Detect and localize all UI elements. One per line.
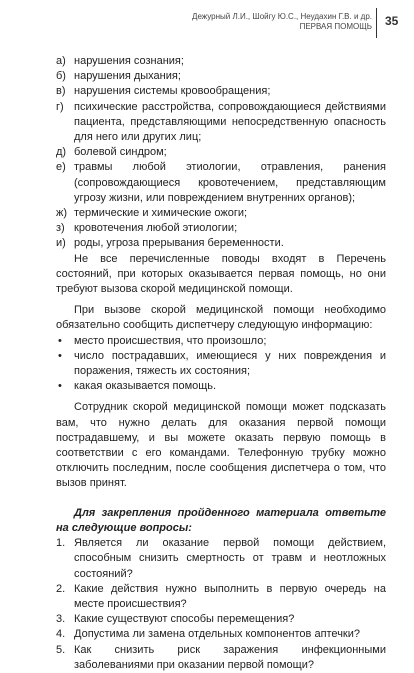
- list-item: [56, 379, 386, 394]
- bullet: •: [58, 349, 62, 362]
- page-number: 35: [385, 14, 399, 28]
- header-authors: Дежурный Л.И., Шойгу Ю.С., Неудахин Г.В. и др.: [192, 12, 372, 21]
- paragraph: При вызове скорой медицинской помощи необходимо обязательно сообщить диспетчеру следующую информацию:: [56, 304, 386, 332]
- page-body: [56, 54, 386, 673]
- list-marker: ж): [56, 207, 68, 220]
- list-item: [56, 145, 386, 160]
- list-item: [56, 221, 386, 236]
- info-list: [56, 334, 386, 395]
- list-marker: г): [56, 100, 64, 113]
- list-item-text: Как снизить риск заражения инфекционными заболеваниями при оказании первой помощи?: [74, 643, 386, 671]
- list-item-text: травмы любой этиологии, отравления, ранения (сопровождающиеся кровотечением, представляющим угрозу жизни, или повреждением внутренних органов);: [74, 161, 386, 204]
- paragraph: Не все перечисленные поводы входят в Перечень состояний, при которых оказывается первая помощь, но они требуют вызова скорой медицинской помощи.: [56, 252, 386, 296]
- list-item-text: Допустима ли замена отдельных компонентов аптечки?: [74, 628, 360, 641]
- list-marker: 5.: [56, 643, 66, 656]
- list-item-text: термические и химические ожоги;: [74, 207, 248, 220]
- list-marker: д): [56, 146, 67, 159]
- bullet: •: [58, 334, 62, 347]
- list-marker: в): [56, 85, 66, 98]
- list-item: [56, 206, 386, 221]
- list-marker: 4.: [56, 628, 66, 641]
- header-title: ПЕРВАЯ ПОМОЩЬ: [299, 22, 372, 31]
- list-item-text: нарушения дыхания;: [74, 70, 181, 83]
- list-item: [56, 582, 386, 612]
- list-item-text: психические расстройства, сопровождающиеся действиями пациента, представляющими непосредственную опасность для него или других лиц;: [74, 100, 386, 144]
- list-item-text: Какие существуют способы перемещения?: [74, 613, 295, 626]
- running-header: [150, 12, 372, 32]
- list-item: [56, 236, 386, 251]
- list-item-text: место происшествия, что произошло;: [74, 334, 267, 347]
- list-marker: е): [56, 161, 66, 174]
- list-item-text: Является ли оказание первой помощи действием, способным снизить смертность от травм и неотложных состояний?: [74, 537, 386, 580]
- bullet: •: [58, 380, 62, 393]
- list-marker: 2.: [56, 582, 66, 595]
- list-marker: б): [56, 70, 66, 83]
- list-item-text: кровотечения любой этиологии;: [74, 222, 238, 235]
- paragraph: Сотрудник скорой медицинской помощи может подсказать вам, что нужно делать для оказания первой помощи пострадавшему, и вы можете оказать первую помощь в соответствии с его командами. Телефонную трубку можно отключить последним, после сообщения диспетчера о том, что вызов принят.: [56, 401, 386, 490]
- list-item-text: Какие действия нужно выполнить в первую очередь на месте происшествия?: [74, 582, 386, 610]
- list-item-text: болевой синдром;: [74, 146, 167, 159]
- list-item: [56, 627, 386, 642]
- list-item: [56, 643, 386, 673]
- list-item-text: какая оказывается помощь.: [74, 380, 217, 393]
- list-item-text: нарушения системы кровообращения;: [74, 85, 271, 98]
- list-item: [56, 349, 386, 379]
- list-item: [56, 100, 386, 146]
- list-item: [56, 69, 386, 84]
- list-item: [56, 160, 386, 206]
- list-marker: а): [56, 55, 66, 67]
- list-item: [56, 536, 386, 582]
- list-item: [56, 54, 386, 69]
- list-item: [56, 334, 386, 349]
- list-item-text: число пострадавших, имеющиеся у них повреждения и поражения, тяжесть их состояния;: [74, 349, 386, 378]
- list-marker: и): [56, 237, 66, 250]
- list-item-text: нарушения сознания;: [74, 55, 184, 67]
- list-marker: з): [56, 222, 65, 235]
- list-item-text: роды, угроза прерывания беременности.: [74, 237, 284, 250]
- questions-list: [56, 536, 386, 673]
- list-item: [56, 612, 386, 627]
- header-divider: [376, 8, 377, 38]
- list-marker: 1.: [56, 537, 66, 550]
- list-item: [56, 84, 386, 99]
- conditions-list: [56, 54, 386, 252]
- list-marker: 3.: [56, 613, 66, 626]
- review-heading: Для закрепления пройденного материала ответьте на следующие вопросы:: [56, 506, 386, 534]
